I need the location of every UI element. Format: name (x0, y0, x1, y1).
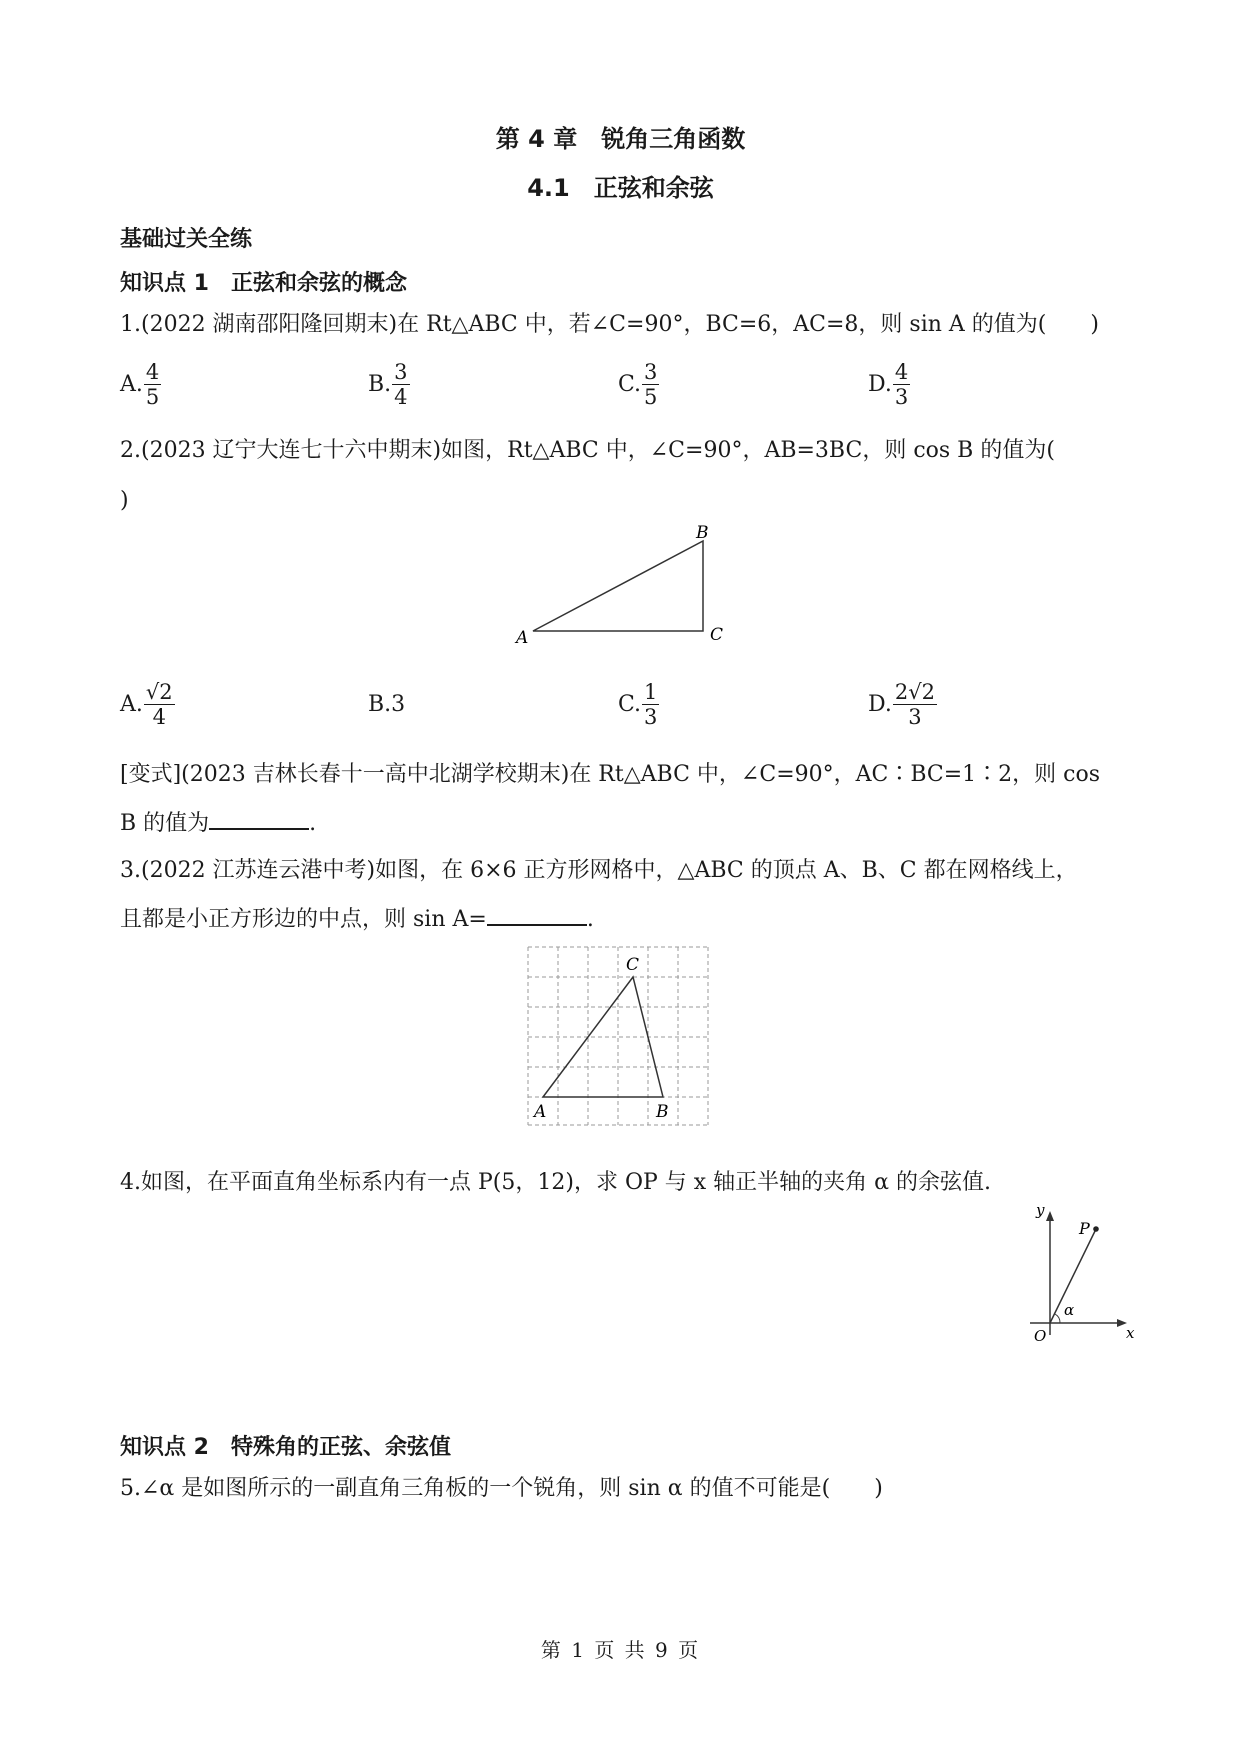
q2-option-d[interactable] (868, 680, 937, 729)
option-value: 3 (391, 692, 406, 717)
knowledge-point-2: 知识点 2 特殊角的正弦、余弦值 (120, 1435, 451, 1460)
fraction: $\frac{√2}{4}$ (145, 680, 173, 729)
question-1-text: 1.(2022 湖南邵阳隆回期末)在 Rt△ABC 中，若∠C=90°，BC=6，AC=8，则 sin A 的值为( ) (120, 312, 1099, 337)
variant-text: [变式](2023 吉林长春十一高中北湖学校期末)在 Rt△ABC 中，∠C=90°，AC∶BC=1∶2，则 cos (120, 762, 1101, 787)
q4-coordinate-figure (1020, 1205, 1135, 1350)
q2-triangle-figure (510, 525, 730, 650)
vertex-label-b: B (696, 525, 709, 543)
section-title: 4.1 正弦和余弦 (527, 174, 714, 202)
question-5-text: 5.∠α 是如图所示的一副直角三角板的一个锐角，则 sin α 的值不可能是( ) (120, 1476, 883, 1501)
question-3-text: 3.(2022 江苏连云港中考)如图，在 6×6 正方形网格中，△ABC 的顶点 A、B、C 都在网格线上， (120, 858, 1078, 883)
fraction: $\frac{3}{4}$ (394, 360, 408, 409)
q1-option-a[interactable] (120, 360, 161, 409)
chapter-title: 第 4 章 锐角三角函数 (495, 125, 746, 153)
triangle-abc (533, 541, 703, 631)
fraction: $\frac{4}{5}$ (145, 360, 160, 409)
variant-text-cont: B 的值为 . (120, 808, 316, 839)
q2-option-c[interactable] (618, 680, 659, 729)
y-axis-arrow (1046, 1211, 1054, 1221)
option-label: C. (618, 372, 642, 397)
vertex-label-c: C (710, 625, 724, 645)
triangle-abc (543, 977, 663, 1097)
vertex-label-b: B (656, 1102, 669, 1122)
question-3-text-cont: 且都是小正方形边的中点，则 sin A= . (120, 904, 594, 935)
q1-option-c[interactable] (618, 360, 659, 409)
option-label: B. (368, 692, 392, 717)
fraction: $\frac{3}{5}$ (644, 360, 658, 409)
vertex-label-a: A (534, 1102, 547, 1122)
fraction: $\frac{1}{3}$ (644, 680, 658, 729)
fraction: $\frac{4}{3}$ (894, 360, 909, 409)
q1-option-b[interactable] (368, 360, 410, 409)
vertex-label-c: C (626, 955, 640, 975)
alpha-label: α (1064, 1301, 1075, 1319)
q2-option-a[interactable] (120, 680, 175, 729)
question-2-text-cont: ) (120, 488, 129, 513)
option-label: A. (120, 692, 143, 717)
option-label: D. (868, 372, 892, 397)
q2-option-b[interactable] (368, 692, 405, 717)
dashed-grid (528, 947, 708, 1125)
answer-blank[interactable] (487, 904, 587, 926)
point-p-label: P (1079, 1219, 1090, 1238)
q3-grid-figure (526, 945, 710, 1127)
option-label: C. (618, 692, 642, 717)
question-2-text: 2.(2023 辽宁大连七十六中期末)如图，Rt△ABC 中，∠C=90°，AB=3BC，则 cos B 的值为( (120, 438, 1055, 463)
option-label: D. (868, 692, 892, 717)
angle-arc (1055, 1314, 1060, 1323)
knowledge-point-1: 知识点 1 正弦和余弦的概念 (120, 271, 407, 296)
x-label: x (1126, 1324, 1135, 1342)
answer-blank[interactable] (209, 808, 309, 830)
origin-label: O (1034, 1327, 1047, 1345)
y-label: y (1036, 1205, 1045, 1219)
fraction: $\frac{2√2}{3}$ (894, 680, 935, 729)
vertex-label-a: A (516, 628, 529, 648)
option-label: A. (120, 372, 143, 397)
question-4-text: 4.如图，在平面直角坐标系内有一点 P(5，12)，求 OP 与 x 轴正半轴的夹角 α 的余弦值. (120, 1170, 992, 1195)
part-title: 基础过关全练 (120, 227, 253, 252)
q1-option-d[interactable] (868, 360, 910, 409)
point-p (1093, 1226, 1099, 1232)
option-label: B. (368, 372, 392, 397)
page-footer: 第 1 页 共 9 页 (540, 1638, 701, 1662)
